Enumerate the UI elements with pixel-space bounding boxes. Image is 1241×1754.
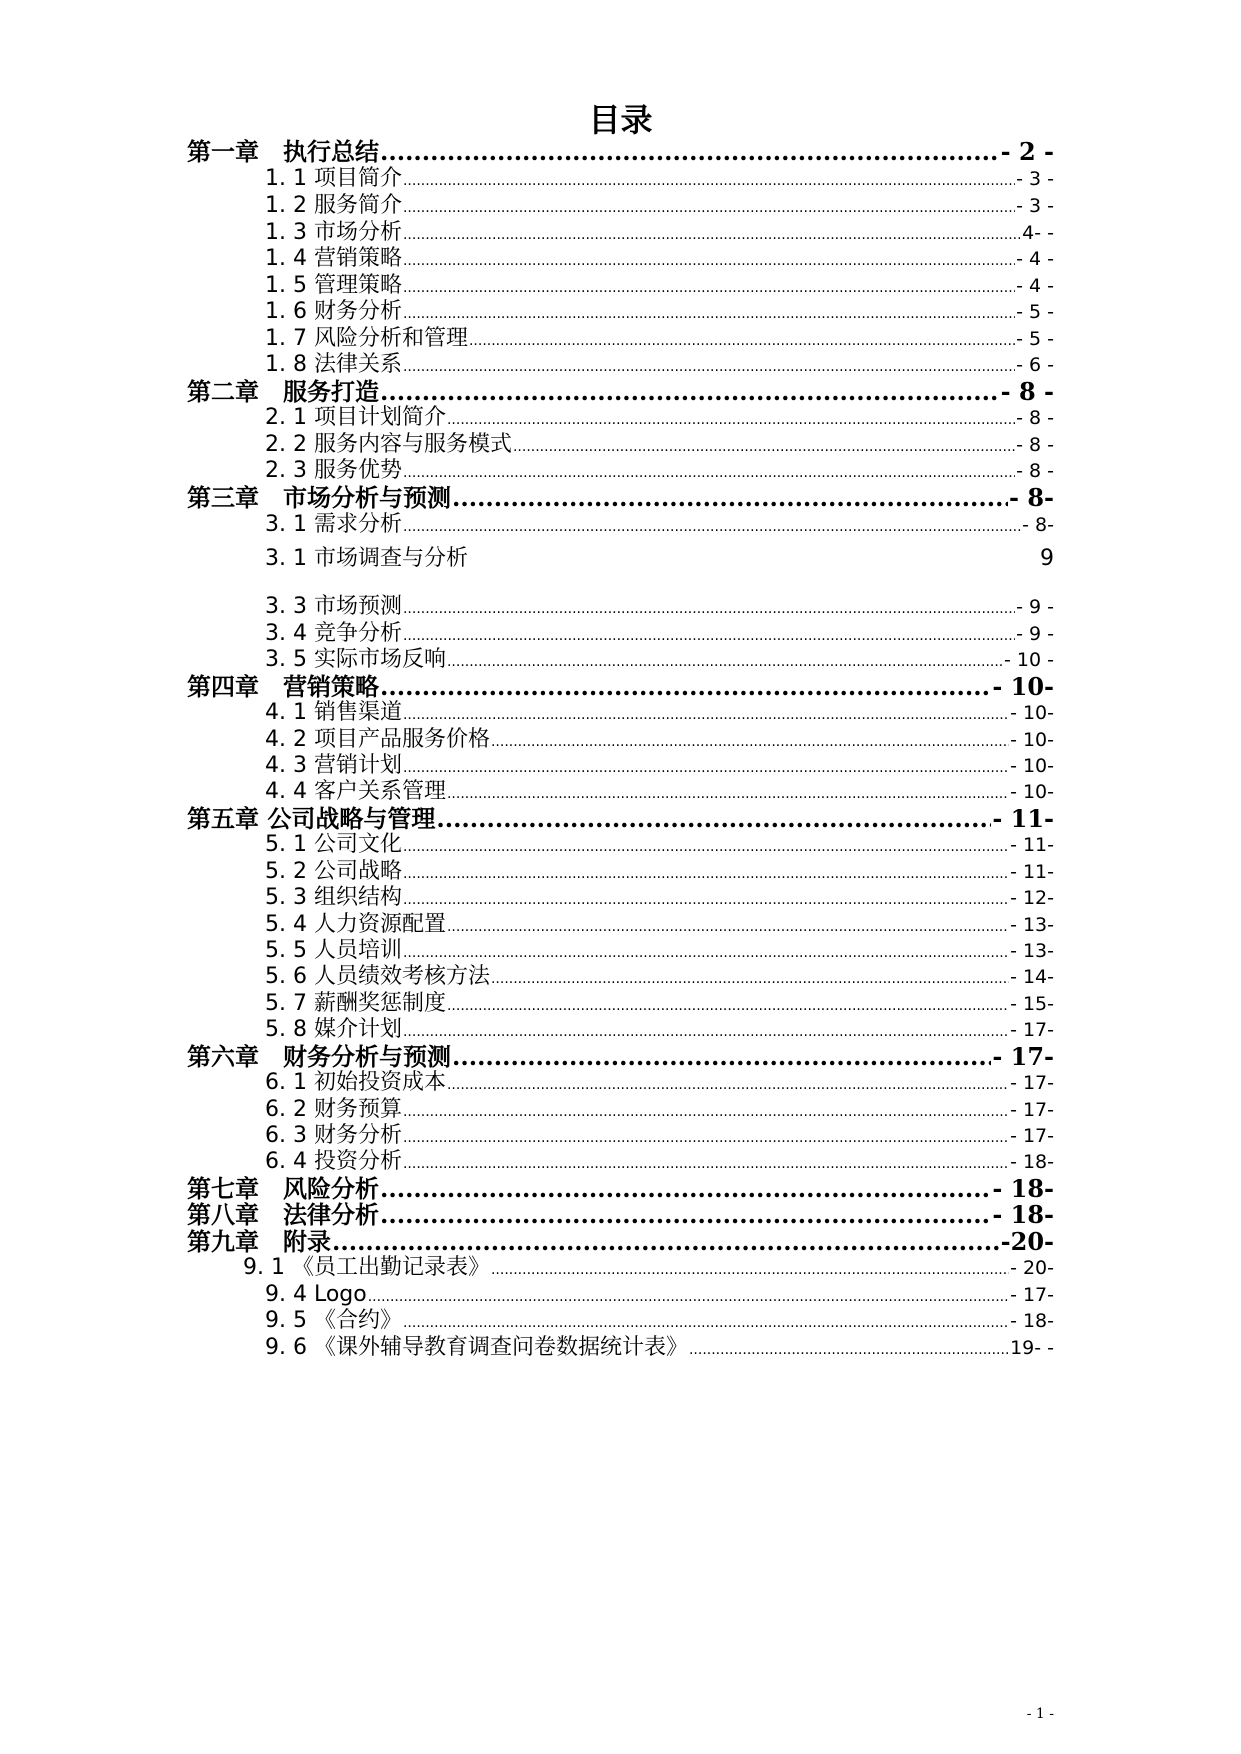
toc-leader-dots (689, 1336, 1009, 1362)
toc-entry-plain[interactable] (265, 544, 1054, 574)
toc-entry-label: 5. 3 组织结构 (265, 885, 402, 910)
toc-entry-label: 9. 6 《课外辅导教育调查问卷数据统计表》 (265, 1335, 688, 1360)
toc-chapter-entry[interactable] (187, 138, 1054, 166)
toc-section-entry[interactable] (265, 646, 1054, 674)
toc-section-entry[interactable] (265, 1122, 1054, 1150)
toc-entry-label: 5. 7 薪酬奖惩制度 (265, 991, 446, 1016)
toc-entry-label: 2. 3 服务优势 (265, 458, 402, 483)
toc-section-entry[interactable] (265, 457, 1054, 485)
toc-entry-label: 6. 4 投资分析 (265, 1149, 402, 1174)
toc-entry-label: 4. 3 营销计划 (265, 753, 402, 778)
toc-section-entry[interactable] (265, 911, 1054, 939)
toc-entry-page: - 8- (1022, 514, 1054, 536)
toc-leader-dots (491, 1256, 1009, 1282)
toc-section-entry[interactable] (265, 884, 1054, 912)
toc-section-entry[interactable] (265, 593, 1054, 621)
toc-leader-dots (452, 484, 1008, 512)
toc-leader-dots (403, 701, 1009, 727)
toc-leader-dots (380, 1201, 991, 1229)
toc-leader-dots (403, 353, 1015, 379)
toc-entry-page: - 18- (1010, 1310, 1054, 1332)
toc-entry-label: 3. 1 市场调查与分析 (265, 546, 468, 571)
toc-section-entry[interactable] (265, 778, 1054, 806)
toc-entry-page: - 8 - (1000, 378, 1054, 406)
toc-entry-label: 2. 2 服务内容与服务模式 (265, 432, 512, 457)
toc-section-entry[interactable] (265, 831, 1054, 859)
toc-entry-page: - 17- (1010, 1072, 1054, 1094)
toc-entry-page: - 14- (1010, 966, 1054, 988)
toc-leader-dots (380, 673, 991, 701)
toc-leader-dots (403, 1309, 1009, 1335)
toc-leader-dots (380, 378, 1000, 406)
toc-entry-label: 5. 2 公司战略 (265, 859, 402, 884)
toc-section-entry[interactable] (265, 272, 1054, 300)
toc-entry-label: 1. 2 服务简介 (265, 193, 402, 218)
toc-chapter-entry[interactable] (187, 1228, 1054, 1256)
toc-section-entry[interactable] (265, 1069, 1054, 1097)
toc-entry-label: 1. 6 财务分析 (265, 299, 402, 324)
toc-leader-dots (403, 833, 1009, 859)
toc-entry-label: 1. 7 风险分析和管理 (265, 326, 468, 351)
toc-entry-label: 2. 1 项目计划简介 (265, 405, 446, 430)
toc-leader-dots (403, 939, 1009, 965)
toc-entry-page: - 10- (1010, 729, 1054, 751)
toc-leader-dots (380, 1175, 991, 1203)
page-number-footer: - 1 - (1026, 1706, 1054, 1722)
toc-entry-label: 4. 4 客户关系管理 (265, 779, 446, 804)
toc-entry-page: - 12- (1010, 887, 1054, 909)
toc-leader-dots (403, 886, 1009, 912)
toc-section-entry[interactable] (265, 511, 1054, 539)
toc-entry-label: 6. 2 财务预算 (265, 1097, 402, 1122)
toc-entry-page: - 13- (1010, 914, 1054, 936)
toc-leader-dots (403, 595, 1015, 621)
toc-entry-label: 第六章 财务分析与预测 (187, 1043, 451, 1071)
toc-entry-label: 5. 6 人员绩效考核方法 (265, 964, 490, 989)
toc-section-entry[interactable] (265, 752, 1054, 780)
toc-leader-dots (332, 1228, 1000, 1256)
toc-entry-page: - 10- (1010, 702, 1054, 724)
toc-leader-dots (403, 622, 1015, 648)
toc-leader-dots (403, 247, 1015, 273)
toc-leader-dots (447, 992, 1009, 1018)
toc-section-entry[interactable] (265, 699, 1054, 727)
toc-entry-label: 5. 1 公司文化 (265, 832, 402, 857)
toc-entry-page: - 8 - (1016, 460, 1054, 482)
toc-entry-label: 第一章 执行总结 (187, 138, 379, 166)
toc-entry-page: - 5 - (1016, 301, 1054, 323)
toc-entry-page: - 10- (1010, 781, 1054, 803)
toc-leader-dots (469, 327, 1015, 353)
toc-entry-page: 9 (1040, 546, 1054, 571)
toc-entry-label: 3. 4 竞争分析 (265, 621, 402, 646)
toc-entry-page: - 17- (1010, 1019, 1054, 1041)
toc-section-entry[interactable] (265, 431, 1054, 459)
toc-entry-label: 1. 4 营销策略 (265, 246, 402, 271)
toc-entry-label: 6. 3 财务分析 (265, 1123, 402, 1148)
toc-entry-label: 第七章 风险分析 (187, 1175, 379, 1203)
toc-section-entry[interactable] (265, 1148, 1054, 1176)
toc-section-entry[interactable] (265, 298, 1054, 326)
toc-entry-label: 第四章 营销策略 (187, 673, 379, 701)
toc-entry-label: 1. 3 市场分析 (265, 220, 402, 245)
toc-entry-page: - 11- (992, 805, 1054, 833)
toc-entry-page: 19- - (1010, 1337, 1054, 1359)
toc-section-entry[interactable] (265, 1307, 1054, 1335)
toc-entry-page: - 18- (992, 1175, 1054, 1203)
toc-leader-dots (403, 300, 1015, 326)
toc-chapter-entry[interactable] (187, 1201, 1054, 1229)
toc-entry-page: - 20- (1010, 1257, 1054, 1279)
toc-entry-page: - 4 - (1016, 248, 1054, 270)
toc-entry-page: - 10- (1010, 755, 1054, 777)
toc-entry-page: - 17- (1010, 1099, 1054, 1121)
toc-section-entry[interactable] (265, 726, 1054, 754)
toc-leader-dots (403, 860, 1009, 886)
toc-leader-dots (436, 805, 991, 833)
toc-leader-dots (403, 1124, 1009, 1150)
toc-entry-page: - 2 - (1000, 138, 1054, 166)
toc-title: 目录 (588, 101, 653, 139)
toc-entry-label: 9. 1 《员工出勤记录表》 (243, 1255, 490, 1280)
toc-entry-label: 1. 5 管理策略 (265, 273, 402, 298)
toc-section-entry[interactable] (265, 351, 1054, 379)
toc-entry-page: - 3 - (1016, 195, 1054, 217)
toc-leader-dots (447, 406, 1015, 432)
toc-leader-dots (403, 1098, 1009, 1124)
toc-leader-dots (403, 459, 1015, 485)
toc-entry-label: 第三章 市场分析与预测 (187, 484, 451, 512)
toc-entry-page: - 10 - (1004, 649, 1054, 671)
toc-section-entry[interactable] (265, 165, 1054, 193)
toc-section-entry[interactable] (265, 963, 1054, 991)
toc-chapter-entry[interactable] (187, 1175, 1054, 1203)
toc-entry-page: - 11- (1010, 834, 1054, 856)
toc-entry-label: 1. 1 项目简介 (265, 166, 402, 191)
toc-leader-dots (447, 913, 1009, 939)
toc-entry-page: - 18- (1010, 1151, 1054, 1173)
toc-section-entry[interactable] (243, 1254, 1054, 1282)
toc-entry-page: - 8- (1009, 484, 1054, 512)
toc-entry-page: - 9 - (1016, 623, 1054, 645)
toc-section-entry[interactable] (265, 219, 1054, 247)
toc-leader-dots (491, 965, 1009, 991)
toc-entry-page: 4- - (1022, 222, 1054, 244)
toc-section-entry[interactable] (265, 1334, 1054, 1362)
toc-chapter-entry[interactable] (187, 673, 1054, 701)
toc-leader-dots (447, 648, 1003, 674)
toc-entry-page: - 17- (1010, 1284, 1054, 1306)
toc-entry-label: 5. 5 人员培训 (265, 938, 402, 963)
toc-entry-label: 第二章 服务打造 (187, 378, 379, 406)
toc-entry-label: 第八章 法律分析 (187, 1201, 379, 1229)
toc-leader-dots (403, 221, 1021, 247)
toc-entry-label: 第五章 公司战略与管理 (187, 805, 436, 833)
toc-leader-dots (403, 167, 1015, 193)
toc-leader-dots (380, 138, 1000, 166)
toc-entry-page: - 6 - (1016, 354, 1054, 376)
toc-leader-dots (447, 1071, 1009, 1097)
toc-entry-label: 6. 1 初始投资成本 (265, 1070, 446, 1095)
toc-chapter-entry[interactable] (187, 1043, 1054, 1071)
toc-section-entry[interactable] (265, 325, 1054, 353)
toc-leader-dots (452, 1043, 991, 1071)
toc-leader-dots (491, 728, 1009, 754)
toc-entry-page: - 9 - (1016, 596, 1054, 618)
toc-leader-dots (403, 513, 1021, 539)
toc-section-entry[interactable] (265, 245, 1054, 273)
toc-entry-label: 5. 8 媒介计划 (265, 1017, 402, 1042)
toc-entry-page: - 13- (1010, 940, 1054, 962)
toc-entry-page: - 4 - (1016, 275, 1054, 297)
toc-leader-dots (403, 194, 1015, 220)
toc-section-entry[interactable] (265, 620, 1054, 648)
toc-chapter-entry[interactable] (187, 378, 1054, 406)
toc-entry-label: 9. 4 Logo (265, 1282, 367, 1307)
toc-entry-label: 5. 4 人力资源配置 (265, 912, 446, 937)
toc-entry-page: - 3 - (1016, 168, 1054, 190)
toc-entry-label: 第九章 附录 (187, 1228, 331, 1256)
toc-section-entry[interactable] (265, 1016, 1054, 1044)
toc-section-entry[interactable] (265, 404, 1054, 432)
toc-chapter-entry[interactable] (187, 805, 1054, 833)
toc-entry-label: 3. 1 需求分析 (265, 512, 402, 537)
toc-entry-page: - 15- (1010, 993, 1054, 1015)
toc-entry-page: - 17- (992, 1043, 1054, 1071)
toc-entry-page: - 17- (1010, 1125, 1054, 1147)
toc-entry-label: 3. 5 实际市场反响 (265, 647, 446, 672)
toc-entry-label: 3. 3 市场预测 (265, 594, 402, 619)
toc-leader-dots (403, 1018, 1009, 1044)
toc-entry-page: -20- (1000, 1228, 1054, 1256)
toc-chapter-entry[interactable] (187, 484, 1054, 512)
toc-leader-dots (403, 754, 1009, 780)
toc-section-entry[interactable] (265, 858, 1054, 886)
toc-entry-label: 4. 1 销售渠道 (265, 700, 402, 725)
toc-entry-label: 1. 8 法律关系 (265, 352, 402, 377)
toc-leader-dots (513, 433, 1015, 459)
toc-leader-dots (368, 1283, 1009, 1309)
toc-section-entry[interactable] (265, 937, 1054, 965)
toc-entry-page: - 8 - (1016, 434, 1054, 456)
toc-entry-page: - 11- (1010, 861, 1054, 883)
toc-leader-dots (403, 1150, 1009, 1176)
toc-leader-dots (403, 274, 1015, 300)
toc-section-entry[interactable] (265, 192, 1054, 220)
toc-section-entry[interactable] (265, 1096, 1054, 1124)
toc-entry-page: - 8 - (1016, 407, 1054, 429)
toc-entry-page: - 18- (992, 1201, 1054, 1229)
toc-entry-page: - 5 - (1016, 328, 1054, 350)
toc-entry-label: 9. 5 《合约》 (265, 1308, 402, 1333)
toc-entry-label: 4. 2 项目产品服务价格 (265, 727, 490, 752)
toc-section-entry[interactable] (265, 1281, 1054, 1309)
toc-leader-dots (447, 780, 1009, 806)
toc-section-entry[interactable] (265, 990, 1054, 1018)
toc-entry-page: - 10- (992, 673, 1054, 701)
